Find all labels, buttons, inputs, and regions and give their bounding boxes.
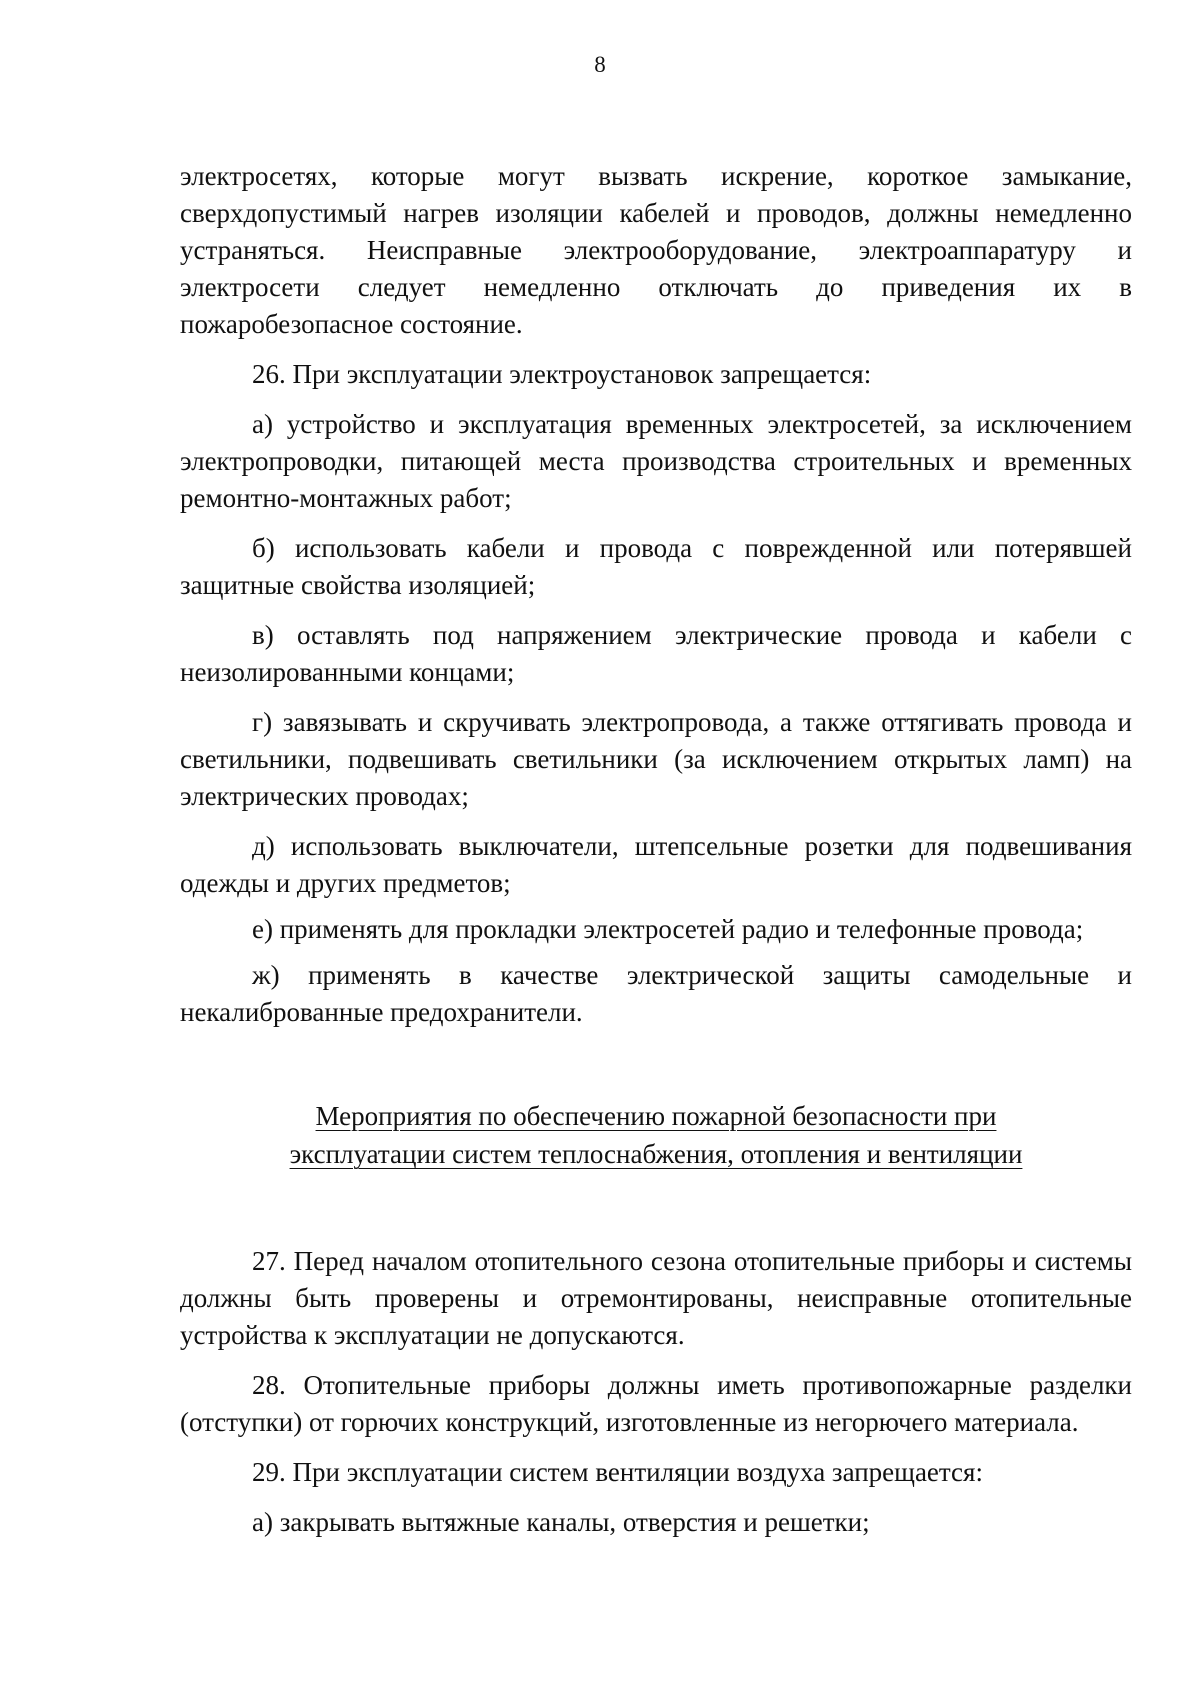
paragraph-26-v: в) оставлять под напряжением электрические провода и кабели с неизолированными концами;	[180, 620, 1132, 687]
paragraph-29-a: а) закрывать вытяжные каналы, отверстия и решетки;	[252, 1507, 870, 1537]
document-body	[180, 158, 1132, 1541]
paragraph-26-a: а) устройство и эксплуатация временных электросетей, за исключением электропроводки, питающей места производства строительных и временных ремонтно-монтажных работ;	[180, 409, 1132, 513]
paragraph-26-b: б) использовать кабели и провода с поврежденной или потерявшей защитные свойства изоляцией;	[180, 533, 1132, 600]
paragraph-26-e: е) применять для прокладки электросетей радио и телефонные провода;	[252, 914, 1084, 944]
section-heading	[180, 1097, 1132, 1173]
paragraph-28: 28. Отопительные приборы должны иметь противопожарные разделки (отступки) от горючих конструкций, изготовленные из негорючего материала.	[180, 1370, 1132, 1437]
paragraph-continuation: электросетях, которые могут вызвать искрение, короткое замыкание, сверхдопустимый нагрев изоляции кабелей и проводов, должны немедленно устраняться. Неисправные электрооборудование, электроаппаратуру и электросети следует немедленно отключать до приведения их в пожаробезопасное состояние.	[180, 161, 1132, 339]
paragraph-26-zh: ж) применять в качестве электрической защиты самодельные и некалиброванные предохранители.	[180, 960, 1132, 1027]
paragraph-26-g: г) завязывать и скручивать электропровода, а также оттягивать провода и светильники, подвешивать светильники (за исключением открытых ламп) на электрических проводах;	[180, 707, 1132, 811]
section-heading-line-1: Мероприятия по обеспечению пожарной безопасности при	[315, 1101, 997, 1131]
section-heading-line-2: эксплуатации систем теплоснабжения, отопления и вентиляции	[289, 1139, 1023, 1169]
page-number: 8	[594, 52, 606, 77]
paragraph-26: 26. При эксплуатации электроустановок запрещается:	[252, 359, 872, 389]
paragraph-26-d: д) использовать выключатели, штепсельные розетки для подвешивания одежды и других предметов;	[180, 831, 1132, 898]
paragraph-27: 27. Перед началом отопительного сезона отопительные приборы и системы должны быть проверены и отремонтированы, неисправные отопительные устройства к эксплуатации не допускаются.	[180, 1246, 1132, 1350]
paragraph-29: 29. При эксплуатации систем вентиляции воздуха запрещается:	[252, 1457, 983, 1487]
